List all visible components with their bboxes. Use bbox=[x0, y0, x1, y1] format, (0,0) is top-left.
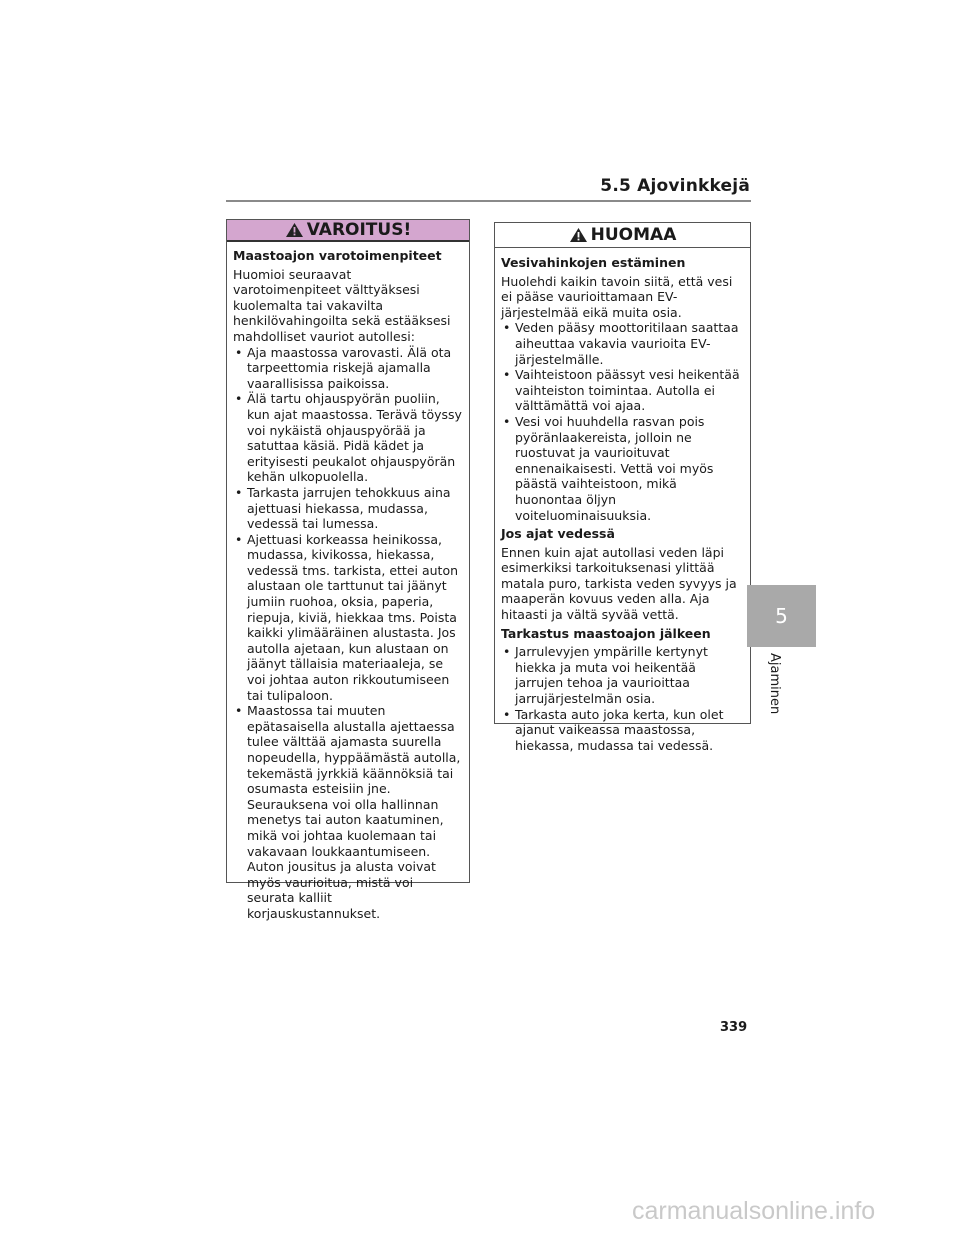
list-item: • Tarkasta jarrujen tehokkuus aina ajettuasi hiekassa, mudassa, vedessä tai lumessa. bbox=[233, 485, 462, 532]
notice-subtitle-water: Vesivahinkojen estäminen bbox=[501, 255, 686, 270]
list-item: • Älä tartu ohjauspyörän puoliin, kun ajat maastossa. Terävä töyssy voi nykäistä ohjauspyörää ja satuttaa käsiä. Pidä kädet ja erityisesti peukalot ohjauspyörän kehän ulkopuolella. bbox=[233, 391, 462, 485]
warning-subtitle: Maastoajon varotoimenpiteet bbox=[233, 248, 442, 263]
chapter-number: 5 bbox=[775, 604, 788, 628]
warning-triangle-icon bbox=[285, 222, 304, 238]
notice-bullet-list-water bbox=[501, 320, 743, 523]
list-item: • Veden pääsy moottoritilaan saattaa aiheuttaa vakavia vaurioita EV-järjestelmälle. bbox=[501, 320, 743, 367]
notice-subtitle-driving-in-water: Jos ajat vedessä bbox=[501, 526, 615, 542]
list-item: • Jarrulevyjen ympärille kertynyt hiekka ja muta voi heikentää jarrujen tehoa ja vaurioittaa jarrujärjestelmän osia. bbox=[501, 644, 743, 706]
warning-box bbox=[226, 219, 470, 921]
warning-header bbox=[227, 220, 469, 242]
list-item: • Maastossa tai muuten epätasaisella alustalla ajettaessa tulee välttää ajamasta suurella nopeudella, hyppäämästä autolla, tekemästä jyrkkiä käännöksiä tai osumasta esteisiin jne. Seurauksena voi olla hallinnan menetys tai auton kaatuminen, mikä voi johtaa kuolemaan tai vakavaan loukkaantumiseen. Auton jousitus ja alusta voivat myös vaurioitua, mistä voi seurata kalliit korjauskustannukset. bbox=[233, 703, 462, 921]
notice-intro-water: Huolehdi kaikin tavoin siitä, että vesi ei pääse vaurioittamaan EV-järjestelmää eikä muita osia. bbox=[501, 273, 733, 320]
list-item: • Vesi voi huuhdella rasvan pois pyöränlaakereista, jolloin ne ruostuvat ja vaurioituvat ennenaikaisesti. Vettä voi myös päästä vaihteistoon, mikä huonontaa öljyn voiteluominaisuuksia. bbox=[501, 414, 743, 523]
chapter-label: Ajaminen bbox=[767, 653, 782, 715]
notice-title: HUOMAA bbox=[590, 225, 677, 245]
section-title: 5.5 Ajovinkkejä bbox=[600, 176, 750, 196]
notice-triangle-icon bbox=[569, 227, 588, 243]
warning-intro: Huomioi seuraavat varotoimenpiteet välttyäksesi kuolemalta tai vakavilta henkilövahingoilta sekä estääksesi mahdolliset vauriot autollesi: bbox=[233, 266, 451, 344]
page-number: 339 bbox=[720, 1020, 748, 1035]
notice-subtitle-inspection: Tarkastus maastoajon jälkeen bbox=[501, 625, 711, 641]
warning-bullet-list bbox=[233, 345, 462, 922]
warning-title: VAROITUS! bbox=[306, 220, 412, 240]
header-rule bbox=[226, 200, 751, 202]
list-item: • Tarkasta auto joka kerta, kun olet ajanut vaikeassa maastossa, hiekassa, mudassa tai vedessä. bbox=[501, 707, 743, 754]
list-item: • Vaihteistoon päässyt vesi heikentää vaihteiston toimintaa. Autolla ei välttämättä voi ajaa. bbox=[501, 367, 743, 414]
notice-bullet-list-inspection bbox=[501, 644, 743, 753]
list-item: • Aja maastossa varovasti. Älä ota tarpeettomia riskejä ajamalla vaarallisissa paikoissa. bbox=[233, 345, 462, 392]
notice-header bbox=[495, 223, 750, 248]
watermark: carmanualsonline.info bbox=[632, 1197, 876, 1225]
notice-box bbox=[494, 222, 751, 753]
chapter-tab bbox=[747, 585, 816, 647]
list-item: • Ajettuasi korkeassa heinikossa, mudassa, kivikossa, hiekassa, vedessä tms. tarkista, ettei auton alustaan ole tarttunut tai jäänyt jumiin ruohoa, oksia, paperia, riepuja, kiviä, hiekkaa tms. Poista kaikki ylimääräinen alustasta. Jos autolla ajetaan, kun alustaan on jäänyt tällaisia materiaaleja, se voi johtaa auton rikkoutumiseen tai tulipaloon. bbox=[233, 532, 462, 704]
notice-text-driving-in-water: Ennen kuin ajat autollasi veden läpi esimerkiksi tarkoituksenasi ylittää matala puro, tarkista veden syvyys ja maaperän kovuus veden alla. Aja hitaasti ja vältä syvää vettä. bbox=[501, 544, 737, 623]
